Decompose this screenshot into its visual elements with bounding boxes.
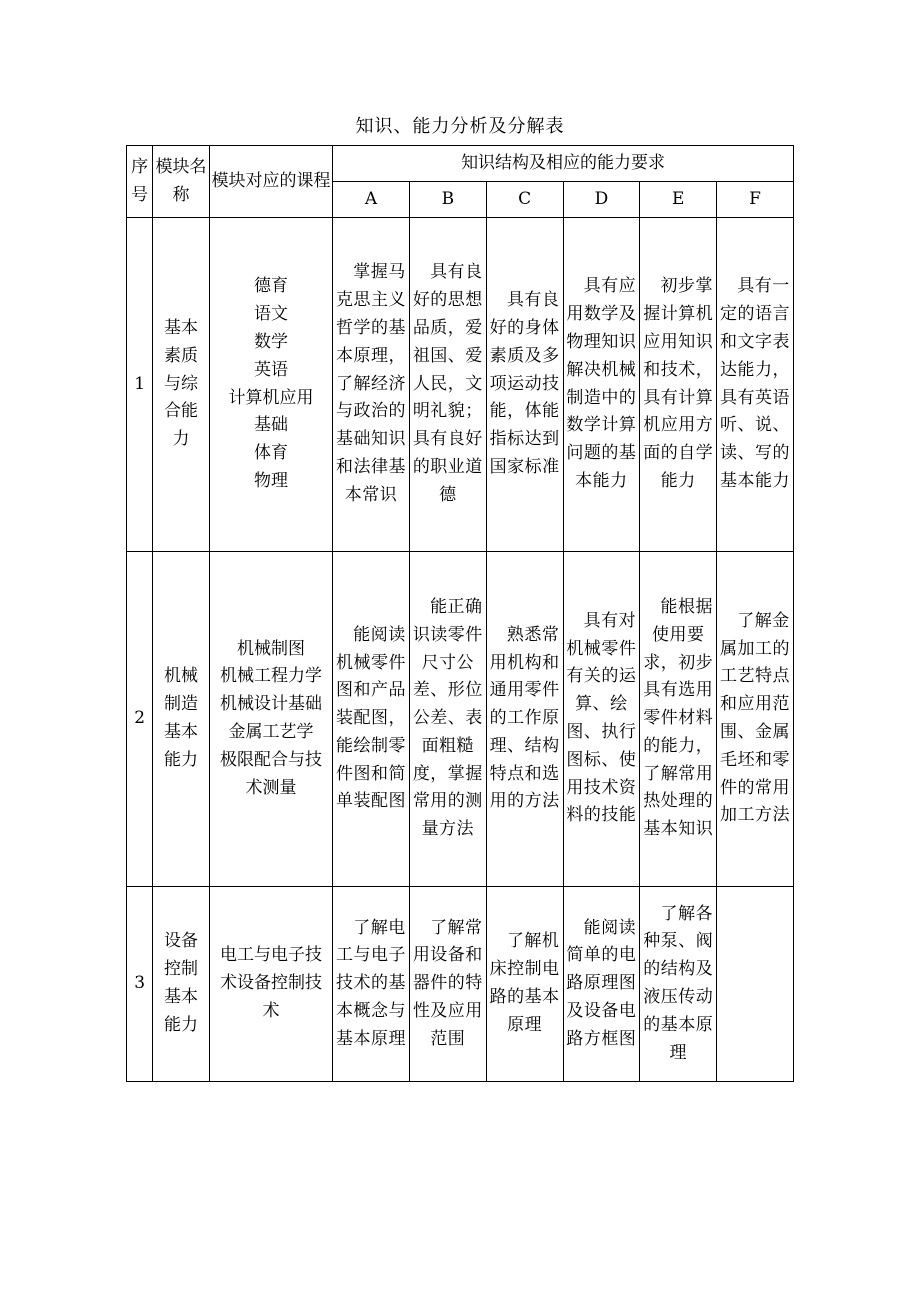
cell-text: 掌握马克思主义哲学的基本原理，了解经济与政治的基础知识和法律基本常识 bbox=[336, 262, 407, 505]
header-letter-f: F bbox=[717, 182, 794, 218]
module-name bbox=[153, 552, 210, 887]
cell-c bbox=[486, 887, 563, 1082]
cell-text: 能阅读机械零件图和产品装配图，能绘制零件图和简单装配图 bbox=[336, 624, 407, 812]
cell-d bbox=[563, 218, 640, 552]
header-knowledge: 知识结构及相应的能力要求 bbox=[333, 146, 794, 182]
course-item: 体育 bbox=[253, 443, 288, 464]
course-item: 机械工程力学 bbox=[219, 666, 322, 687]
module-name-text: 基本素质与综合能力 bbox=[164, 318, 199, 450]
header-no: 序号 bbox=[127, 146, 153, 218]
course-item: 数学 bbox=[253, 331, 288, 352]
cell-f bbox=[717, 218, 794, 552]
cell-text: 能阅读简单的电路原理图及设备电路方框图 bbox=[566, 917, 637, 1049]
cell-text: 了解常用设备和器件的特性及应用范围 bbox=[412, 917, 483, 1049]
cell-text: 了解金属加工的工艺特点和应用范围、金属毛坯和零件的常用加工方法 bbox=[720, 610, 791, 826]
cell-d bbox=[563, 887, 640, 1082]
cell-d bbox=[563, 552, 640, 887]
cell-text: 了解机床控制电路的基本原理 bbox=[489, 931, 560, 1035]
header-row bbox=[127, 146, 794, 182]
module-name-text: 设备控制基本能力 bbox=[164, 931, 199, 1035]
table-row bbox=[127, 218, 794, 552]
course-item: 机械设计基础 bbox=[219, 694, 322, 715]
cell-text: 具有良好的身体素质及多项运动技能，体能指标达到国家标准 bbox=[489, 290, 560, 477]
analysis-table bbox=[126, 145, 794, 1082]
header-letter-d: D bbox=[563, 182, 640, 218]
course-list bbox=[209, 218, 332, 552]
course-item: 物理 bbox=[253, 470, 288, 491]
cell-a bbox=[333, 887, 410, 1082]
header-letter-b: B bbox=[409, 182, 486, 218]
cell-c bbox=[486, 218, 563, 552]
cell-e bbox=[640, 218, 717, 552]
table-row bbox=[127, 887, 794, 1082]
course-item: 英语 bbox=[253, 359, 288, 380]
cell-b bbox=[409, 887, 486, 1082]
header-module: 模块名称 bbox=[153, 146, 210, 218]
cell-e bbox=[640, 552, 717, 887]
cell-text: 初步掌握计算机应用知识和技术，具有计算机应用方面的自学能力 bbox=[643, 276, 714, 491]
cell-text: 能根据使用要求，初步具有选用零件材料的能力，了解常用热处理的基本知识 bbox=[643, 596, 714, 840]
course-list bbox=[209, 887, 332, 1082]
course-item: 电工与电子技术设备控制技术 bbox=[219, 945, 322, 1021]
page-title: 知识、能力分析及分解表 bbox=[355, 116, 565, 137]
row-number: 2 bbox=[127, 552, 153, 887]
row-number: 1 bbox=[127, 218, 153, 552]
cell-a bbox=[333, 552, 410, 887]
cell-text: 熟悉常用机构和通用零件的工作原理、结构特点和选用的方法 bbox=[489, 624, 560, 812]
cell-b bbox=[409, 552, 486, 887]
header-letter-a: A bbox=[333, 182, 410, 218]
module-name-text: 机械制造基本能力 bbox=[164, 666, 199, 770]
cell-text: 能正确识读零件尺寸公差、形位公差、表面粗糙度，掌握常用的测量方法 bbox=[412, 596, 483, 840]
course-item: 德育 bbox=[253, 276, 288, 297]
table-row bbox=[127, 552, 794, 887]
module-name bbox=[153, 887, 210, 1082]
course-item: 计算机应用 bbox=[228, 387, 314, 408]
header-course: 模块对应的课程 bbox=[209, 146, 332, 218]
cell-c bbox=[486, 552, 563, 887]
cell-f bbox=[717, 887, 794, 1082]
module-name bbox=[153, 218, 210, 552]
course-item: 机械制图 bbox=[236, 638, 305, 659]
course-item: 基础 bbox=[253, 415, 288, 436]
cell-f bbox=[717, 552, 794, 887]
row-number: 3 bbox=[127, 887, 153, 1082]
course-item: 金属工艺学 bbox=[228, 722, 314, 742]
cell-text: 具有良好的思想品质，爱祖国、爱人民，文明礼貌；具有良好的职业道德 bbox=[412, 262, 483, 505]
cell-e bbox=[640, 887, 717, 1082]
header-letter-c: C bbox=[486, 182, 563, 218]
cell-text: 了解电工与电子技术的基本概念与基本原理 bbox=[336, 917, 407, 1049]
header-letter-e: E bbox=[640, 182, 717, 218]
cell-text: 具有应用数学及物理知识解决机械制造中的数学计算问题的基本能力 bbox=[566, 276, 637, 491]
cell-a bbox=[333, 218, 410, 552]
course-item: 语文 bbox=[253, 304, 288, 325]
cell-text: 了解各种泵、阀的结构及液压传动的基本原理 bbox=[643, 903, 714, 1063]
cell-text: 具有一定的语言和文字表达能力，具有英语听、说、读、写的基本能力 bbox=[720, 276, 791, 491]
cell-text: 具有对机械零件有关的运算、绘图、执行图标、使用技术资料的技能 bbox=[566, 610, 637, 826]
course-list bbox=[209, 552, 332, 887]
cell-b bbox=[409, 218, 486, 552]
course-item: 极限配合与技术测量 bbox=[219, 749, 322, 798]
